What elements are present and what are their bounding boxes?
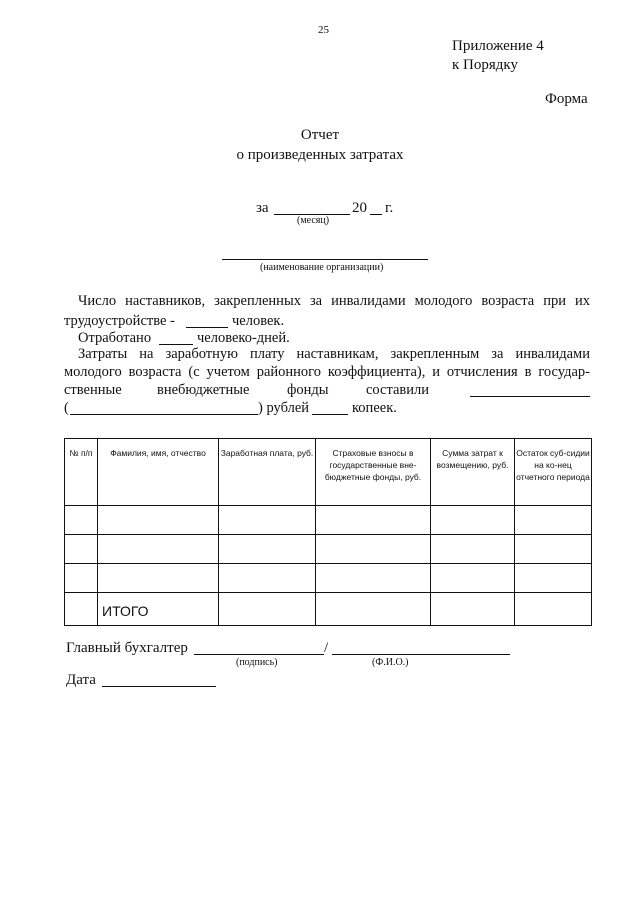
chief-accountant-label: Главный бухгалтер bbox=[66, 640, 188, 656]
mentors-line-2: трудоустройстве - bbox=[64, 313, 175, 329]
worked-days-blank[interactable] bbox=[159, 344, 193, 345]
date-blank[interactable] bbox=[102, 686, 216, 687]
table-cell[interactable] bbox=[219, 564, 316, 593]
table-cell[interactable] bbox=[431, 564, 515, 593]
table-cell[interactable] bbox=[219, 535, 316, 564]
costs-line-1: Затраты на заработную плату наставникам, закрепленным за инвалидами bbox=[78, 346, 590, 362]
month-caption: (месяц) bbox=[297, 215, 330, 226]
costs-kopecks-label: копеек. bbox=[352, 400, 397, 416]
table-row bbox=[65, 506, 592, 535]
name-blank[interactable] bbox=[332, 654, 510, 655]
table-cell[interactable] bbox=[65, 506, 98, 535]
table-cell[interactable] bbox=[316, 535, 431, 564]
table-row bbox=[65, 564, 592, 593]
costs-line-3-word-1: ственные bbox=[64, 382, 122, 398]
costs-kopecks-blank[interactable] bbox=[312, 414, 348, 415]
table-cell[interactable] bbox=[316, 506, 431, 535]
organization-blank[interactable] bbox=[222, 259, 428, 260]
table-cell[interactable] bbox=[515, 506, 592, 535]
table-cell[interactable] bbox=[515, 564, 592, 593]
worked-unit: человеко-дней. bbox=[197, 330, 290, 346]
costs-line-3-word-4: составили bbox=[366, 382, 430, 398]
header-salary: Заработная плата, руб. bbox=[219, 439, 316, 506]
form-label: Форма bbox=[545, 91, 588, 107]
table-cell[interactable] bbox=[65, 535, 98, 564]
total-label: ИТОГО bbox=[98, 593, 219, 626]
sign-caption: (подпись) bbox=[236, 657, 278, 668]
costs-words-blank[interactable] bbox=[70, 414, 258, 415]
costs-table bbox=[64, 438, 592, 626]
table-cell[interactable] bbox=[515, 535, 592, 564]
table-cell[interactable] bbox=[316, 564, 431, 593]
table-cell[interactable] bbox=[431, 535, 515, 564]
table-cell[interactable] bbox=[65, 564, 98, 593]
date-label: Дата bbox=[66, 672, 96, 688]
table-cell[interactable] bbox=[219, 506, 316, 535]
table-cell[interactable] bbox=[98, 506, 219, 535]
signature-blank[interactable] bbox=[194, 654, 324, 655]
year-prefix: 20 bbox=[352, 200, 367, 216]
header-number: № п/п bbox=[65, 439, 98, 506]
worked-label: Отработано bbox=[78, 330, 152, 346]
costs-line-3-word-2: внебюджетные bbox=[157, 382, 250, 398]
appendix-line-1: Приложение 4 bbox=[452, 38, 544, 54]
header-full-name: Фамилия, имя, отчество bbox=[98, 439, 219, 506]
table-header-row bbox=[65, 439, 592, 506]
organization-caption: (наименование организации) bbox=[260, 262, 384, 273]
table-total-row bbox=[65, 593, 592, 626]
mentors-unit: человек. bbox=[232, 313, 285, 329]
signature-slash: / bbox=[324, 640, 329, 656]
report-subtitle: о произведенных затратах bbox=[236, 147, 404, 163]
period-prefix: за bbox=[256, 200, 269, 216]
header-subsidy-balance: Остаток суб-сидии на ко-нец отчетного периода bbox=[515, 439, 592, 506]
appendix-line-2: к Порядку bbox=[452, 57, 518, 73]
year-blank[interactable] bbox=[370, 214, 382, 215]
report-title: Отчет bbox=[300, 127, 340, 143]
name-caption: (Ф.И.О.) bbox=[372, 657, 409, 668]
costs-amount-blank[interactable] bbox=[470, 396, 590, 397]
table-cell[interactable] bbox=[515, 593, 592, 626]
costs-line-2: молодого возраста (с учетом районного коэффициента), и отчисления в государ- bbox=[64, 364, 590, 380]
header-reimbursement: Сумма затрат к возмещению, руб. bbox=[431, 439, 515, 506]
costs-open-paren: ( bbox=[64, 400, 69, 416]
header-insurance: Страховые взносы в государственные вне-бюджетные фонды, руб. bbox=[316, 439, 431, 506]
page-number: 25 bbox=[318, 24, 329, 36]
mentors-line-1: Число наставников, закрепленных за инвалидами молодого возраста при их bbox=[78, 293, 590, 309]
table-cell[interactable] bbox=[98, 564, 219, 593]
table-cell[interactable] bbox=[65, 593, 98, 626]
year-suffix: г. bbox=[385, 200, 394, 216]
mentors-count-blank[interactable] bbox=[186, 327, 228, 328]
table-row bbox=[65, 535, 592, 564]
table-cell[interactable] bbox=[98, 535, 219, 564]
costs-rubles: ) рублей bbox=[258, 400, 310, 416]
costs-line-3-word-3: фонды bbox=[287, 382, 329, 398]
table-cell[interactable] bbox=[431, 506, 515, 535]
table-cell[interactable] bbox=[219, 593, 316, 626]
table-cell[interactable] bbox=[316, 593, 431, 626]
table-cell[interactable] bbox=[431, 593, 515, 626]
